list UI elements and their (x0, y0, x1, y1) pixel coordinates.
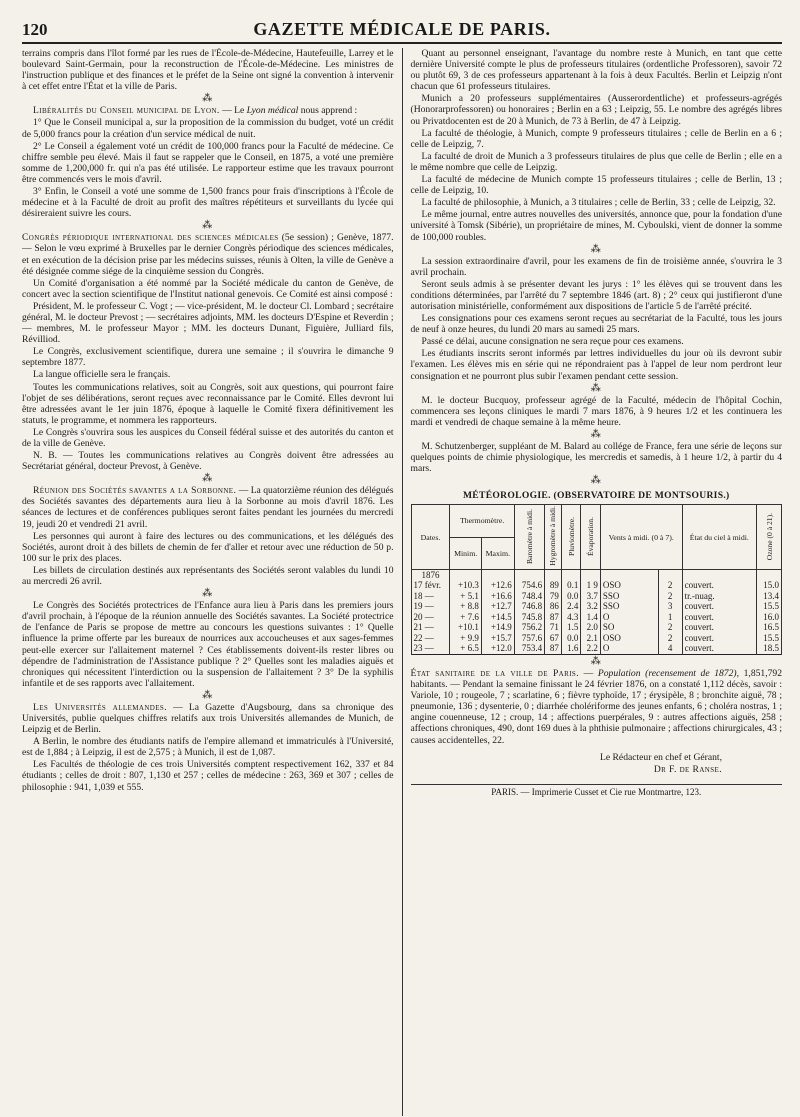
table-cell: +10.3 (450, 580, 481, 591)
table-cell: 1.6 (561, 643, 580, 654)
year-cell: 1876 (411, 569, 450, 580)
section-separator: ⁂ (202, 220, 214, 232)
table-cell: 1.5 (561, 622, 580, 633)
paragraph: Les étudiants inscrits seront informés par lettres individuelles du jour où ils devront subir l'examen. Les élèves mis en série qui ne répondraient pas à l'appel de leur nom perdront leur consignation et ne pourront plus subir l'examen pendant cette session. (410, 348, 782, 382)
table-row (411, 622, 782, 633)
col-header: État du ciel à midi. (682, 505, 756, 570)
table-cell: 79 (545, 591, 562, 602)
table-cell: 67 (545, 633, 562, 644)
table-cell: 19 — (411, 601, 450, 612)
table-cell: 754.6 (514, 580, 544, 591)
table-cell: 0.1 (561, 580, 580, 591)
table-cell: 2.1 (581, 633, 600, 644)
article-etat-sanitaire: État sanitaire de la ville de Paris. — Population (recensement de 1872), 1,851,792 habitants. — Pendant la semaine finissant le 24 février 1876, on a constaté 1,112 décès, savoir : Variole, 10 ; rougeole, 7 ; scarlatine, 6 ; fièvre typhoïde, 17 ; érysipèle, 8 ; bronchite aiguë, 78 ; pneumonie, 136 ; dysenterie, 0 ; diarrhée cholériforme des jeunes enfants, 6 ; choléra nostras, 1 ; angine couenneuse, 12 ; croup, 14 ; affections puerpérales, 9 : autres affections aiguës, 258 ; affections chroniques, 490, dont 169 dues à la phthisie pulmonaire ; affections chirurgicales, 43 ; causes accidentelles, 22. (410, 667, 782, 746)
col-header: Maxim. (481, 537, 514, 569)
paragraph: Munich a 20 professeurs supplémentaires (Ausserordentliche) et professeurs-agrégés (Honorarprofessoren) ou honoraires ; Berlin en a 63 ; Leipzig, 55. Le nombre des agrégés libres ou Privatdocenten est de 20 à Munich, de 73 à Berlin, de 47 à Leipzig. (410, 93, 782, 127)
table-row (411, 633, 782, 644)
table-cell: 2.2 (581, 643, 600, 654)
paragraph: La session extraordinaire d'avril, pour les examens de fin de troisième année, s'ouvrira le 3 avril prochain. (410, 255, 782, 278)
paragraph: Le même journal, entre autres nouvelles des universités, annonce que, pour la fondation d'une université à Tomsk (Sibérie), un propriétaire de mines, M. Cyboulski, vient de donner la somme de 100,000 roubles. (410, 209, 782, 243)
paragraph: La faculté de droit de Munich a 3 professeurs titulaires de plus que celle de Berlin ; elle en a le même nombre que celle de Leipzig. (410, 150, 782, 173)
col-header: Minim. (450, 537, 481, 569)
table-cell: 2 (658, 591, 682, 602)
table-cell: couvert. (682, 622, 756, 633)
table-cell: 71 (545, 622, 562, 633)
right-column (402, 48, 783, 1116)
paragraph: Un Comité d'organisation a été nommé par la Société médicale du canton de Genève, de concert avec la section scientifique de l'Institut national genevois. Ce Comité est ainsi composé : (22, 277, 394, 300)
table-cell: 18 — (411, 591, 450, 602)
table-row (411, 591, 782, 602)
article-heading: État sanitaire de la ville de Paris. (410, 667, 580, 679)
table-cell: 745.8 (514, 612, 544, 623)
paragraph: Toutes les communications relatives, soit au Congrès, soit aux questions, qui pourront faire l'objet de ses délibérations, seront reçues avec reconnaissance par le Comité. Elles devront lui être adressées avant le 1er juin 1876, époque à laquelle le Comité fixera définitivement les statuts, le programme, et nommera les rapporteurs. (22, 381, 394, 426)
paragraph: 2° Le Conseil a également voté un crédit de 100,000 francs pour la Faculté de médecine. Ce chiffre semble peu élevé. Mais il faut se rappeler que le Conseil, en 1875, a voté une première somme de 1,200,000 fr. qui n'a pas été utilisée. Le rapporteur estime que les travaux pourront être commencés vers le mois d'avril. (22, 140, 394, 185)
paragraph: 3° Enfin, le Conseil a voté une somme de 1,500 francs pour frais d'inscriptions à l'École de médecine et à la Faculté de droit au profit des maîtres répétiteurs et surveillants du lycée qui désireraient suivre les cours. (22, 186, 394, 220)
source-name: Lyon médical (246, 105, 299, 117)
table-cell: 756.2 (514, 622, 544, 633)
journal-title: GAZETTE MÉDICALE DE PARIS. (253, 19, 551, 39)
paragraph: La faculté de philosophie, à Munich, a 3 titulaires ; celle de Berlin, 33 ; celle de Leipzig, 32. (421, 197, 776, 209)
table-cell: + 8.8 (450, 601, 481, 612)
paragraph: (5e session) ; Genève, 1877. — Selon le vœu exprimé à Bruxelles par le dernier Congrès périodique des sciences médicales, et en exécution de la décision prise par les médecins suisses, réunis à Olten, la ville de Genève a été désignée comme siége de la cinquième session du Congrès. (22, 232, 394, 277)
table-cell: +16.6 (481, 591, 514, 602)
paragraph: Les consignations pour ces examens seront reçues au secrétariat de la Faculté, tous les jours de neuf à onze heures, du lundi 20 mars au samedi 25 mars. (410, 313, 782, 336)
table-cell: 2.4 (561, 601, 580, 612)
table-cell: +14.5 (481, 612, 514, 623)
table-cell: + 9.9 (450, 633, 481, 644)
col-header: Ozone (0 à 21). (757, 505, 782, 570)
paragraph: M. le docteur Bucquoy, professeur agrégé de la Faculté, médecin de l'hôpital Cochin, commencera ses leçons cliniques le mardi 7 mars 1876, à 9 heures 1/2 et les continuera les mardi et vendredi de chaque semaine à la même heure. (410, 394, 782, 428)
paragraph: terrains compris dans l'îlot formé par les rues de l'École-de-Médecine, Hautefeuille, Larrey et le boulevard Saint-Germain, pour la reconstruction de l'École-de-Médecine. Les ministres de l'instruction publique et des finances et le préfet de la Seine ont signé la convention à intervenir à cet effet entre l'État et la ville de Paris. (22, 48, 394, 93)
paragraph: Les Facultés de théologie de ces trois Universités comptent respectivement 162, 337 et 84 étudiants ; celles de droit : 807, 1,130 et 257 ; celles de médecine : 263, 369 et 307 ; celles de philosophie : 941, 1,039 et 555. (22, 759, 394, 793)
signature-role: Le Rédacteur en chef et Gérant, (600, 751, 722, 763)
table-cell: +12.0 (481, 643, 514, 654)
table-cell: 16.0 (757, 612, 782, 623)
table-cell: tr.-nuag. (682, 591, 756, 602)
paragraph: 1° Que le Conseil municipal a, sur la proposition de la commission du budget, voté un crédit de 5,000 francs pour la création d'un service médical de nuit. (22, 117, 394, 140)
table-cell: couvert. (682, 643, 756, 654)
table-cell: 0.0 (561, 633, 580, 644)
table-cell: + 6.5 (450, 643, 481, 654)
article-heading: Réunion des Sociétés savantes a la Sorbonne. (33, 485, 237, 497)
paragraph: Le Congrès des Sociétés protectrices de l'Enfance aura lieu à Paris dans les premiers jours d'avril prochain, à l'époque de la réunion annuelle des Sociétés savantes. La Société protectrice de l'enfance de Paris se propose de mettre au concours les questions suivantes : 1° Quelle influence la prime offerte par les bureaux de nourrices aux accoucheuses et aux sages-femmes peut-elle exercer sur l'allaitement maternel ? Ces établissements doivent-ils rester libres ou dépendre de l'administration de l'Assistance publique ? 2° Quelles sont les maladies aiguës et chroniques qui nécessitent l'interdiction ou la suspension de l'allaitement ? 3° De la syphilis infantile et de ses rapports avec l'allaitement. (22, 600, 394, 689)
section-separator: ⁂ (590, 382, 602, 394)
col-header: Thermomètre. (450, 505, 514, 537)
table-cell: 87 (545, 643, 562, 654)
table-row (411, 643, 782, 654)
table-cell: SSO (600, 591, 658, 602)
table-cell: +10.1 (450, 622, 481, 633)
col-header: Baromètre à midi. (514, 505, 544, 570)
table-cell: 1 9 (581, 580, 600, 591)
table-cell: 4.3 (561, 612, 580, 623)
paragraph: Quant au personnel enseignant, l'avantage du nombre reste à Munich, en tant que cette dernière Université compte le plus de professeurs titulaires (ordentliche Professoren), savoir 72 ou plutôt 69, 3 de ces professeurs appartenant à la fois à deux Facultés. Berlin et Leipzig n'ont chacun que 61 professeurs titulaires. (410, 48, 782, 93)
table-cell: couvert. (682, 612, 756, 623)
paragraph: Le Congrès, exclusivement scientifique, durera une semaine ; il s'ouvrira le dimanche 9 septembre 1877. (22, 346, 394, 369)
table-cell: 1.4 (581, 612, 600, 623)
section-separator: ⁂ (590, 655, 602, 667)
paragraph: — La Gazette d'Augsbourg, dans sa chronique des Universités, publie quelques chiffres relatifs aux trois Universités allemandes de Munich, de Leipzig et de Berlin. (22, 701, 394, 736)
article-universites (22, 702, 394, 735)
paragraph: Président, M. le professeur C. Vogt ; — vice-président, M. le docteur Cl. Lombard ; secrétaire général, M. le docteur Prevost ; — secrétaires adjoints, MM. les docteurs D'Espine et Reverdin ; — membres, M. le professeur Mayor ; MM. les docteurs Dunant, Figuière, Julliard fils, Révilliod. (22, 300, 394, 346)
table-cell: 17 févr. (411, 580, 450, 591)
table-cell: couvert. (682, 580, 756, 591)
paragraph: Seront seuls admis à se présenter devant les jurys : 1° les élèves qui se trouvent dans les conditions déterminées, par l'arrêté du 7 septembre 1846 (art. 8) ; 2° ceux qui justifieront d'une autorisation ministérielle, conformément aux dispositions de l'article 5 de l'arrêté précité. (410, 278, 782, 312)
table-cell: 23 — (411, 643, 450, 654)
signature-block (411, 752, 783, 776)
table-cell: 753.4 (514, 643, 544, 654)
table-cell: 748.4 (514, 591, 544, 602)
table-cell: 4 (658, 643, 682, 654)
table-cell: O (600, 612, 658, 623)
paragraph: La faculté de théologie, à Munich, compte 9 professeurs titulaires ; celle de Berlin en a 6 ; celle de Leipzig, 7. (410, 127, 782, 150)
table-cell: SSO (600, 601, 658, 612)
article-heading: Congrès périodique international des sciences médicales (22, 232, 279, 244)
table-cell: + 5.1 (450, 591, 481, 602)
table-cell: couvert. (682, 633, 756, 644)
section-separator: ⁂ (202, 473, 214, 485)
section-separator: ⁂ (202, 689, 214, 701)
col-header: Hygromètre à midi. (545, 505, 562, 570)
table-cell: 15.0 (757, 580, 782, 591)
article-lyon: Libéralités du Conseil municipal de Lyon. — Le Lyon médical nous apprend : (33, 105, 358, 117)
table-cell: 2 (658, 633, 682, 644)
table-row (411, 612, 782, 623)
table-cell: 3.7 (581, 591, 600, 602)
table-row (411, 601, 782, 612)
left-column (22, 48, 402, 1116)
table-cell: 2 (658, 580, 682, 591)
table-cell: 2 (658, 622, 682, 633)
paragraph: La langue officielle sera le français. (33, 369, 171, 381)
paragraph: Les personnes qui auront à faire des lectures ou des communications, et les délégués des Sociétés, auront droit à des billets de chemin de fer d'aller et retour avec une réduction de 50 p. 100 sur le prix des places. (22, 530, 394, 564)
table-cell: + 7.6 (450, 612, 481, 623)
section-separator: ⁂ (590, 243, 602, 255)
signature-name: Dr F. de Ranse. (653, 763, 722, 775)
table-cell: 0.0 (561, 591, 580, 602)
table-cell: 3.2 (581, 601, 600, 612)
col-header: Vents à midi. (0 à 7). (600, 505, 682, 570)
table-cell: 87 (545, 612, 562, 623)
table-cell: 22 — (411, 633, 450, 644)
meteo-table (411, 504, 783, 655)
col-header: Pluviomètre. (561, 505, 580, 570)
table-cell: +14.9 (481, 622, 514, 633)
table-cell: 746.8 (514, 601, 544, 612)
col-header: Dates. (411, 505, 450, 570)
table-cell: +15.7 (481, 633, 514, 644)
table-cell: SO (600, 622, 658, 633)
section-separator: ⁂ (590, 475, 602, 487)
table-cell: 89 (545, 580, 562, 591)
table-cell: 16.5 (757, 622, 782, 633)
section-separator: ⁂ (590, 428, 602, 440)
paragraph: M. Schutzenberger, suppléant de M. Balard au collége de France, fera une série de leçons sur quelques points de chimie physiologique, les mercredis et samedis, à 1 heure 1/2, à partir du 4 mars. (410, 440, 782, 475)
paragraph: Les billets de circulation destinés aux représentants des Sociétés seront valables du lundi 10 au mercredi 26 avril. (22, 564, 394, 588)
col-header: Évaporation. (581, 505, 600, 570)
paragraph: A Berlin, le nombre des étudiants natifs de l'empire allemand et immatriculés à l'Université, est de 1,884 ; à Leipzig, il est de 2,575 ; à Munich, il est de 1,087. (22, 736, 394, 759)
meteo-title: MÉTÉOROLOGIE. (OBSERVATOIRE DE MONTSOURIS.) (462, 490, 730, 502)
table-cell: couvert. (682, 601, 756, 612)
table-cell: 21 — (411, 622, 450, 633)
table-cell: 15.5 (757, 633, 782, 644)
table-cell: 3 (658, 601, 682, 612)
section-separator: ⁂ (202, 93, 214, 105)
table-cell: 13.4 (757, 591, 782, 602)
paragraph: — La quatorzième réunion des délégués des Sociétés savantes des départements aura lieu à la Sorbonne au mois d'avril 1876. Les séances de lectures et de conférences publiques seront faites pendant les journées du mercredi 19, jeudi 20 et vendredi 21 avril. (22, 485, 394, 530)
table-row (411, 580, 782, 591)
article-sorbonne (22, 485, 394, 529)
table-cell: +12.6 (481, 580, 514, 591)
table-cell: 2.0 (581, 622, 600, 633)
printer-imprint: PARIS. — Imprimerie Cusset et Cie rue Montmartre, 123. (411, 784, 783, 798)
table-cell: OSO (600, 580, 658, 591)
article-heading: Libéralités du Conseil municipal de Lyon. (33, 105, 220, 117)
paragraph: N. B. — Toutes les communications relatives au Congrès doivent être adressées au Secrétariat général, docteur Prevost, à Genève. (22, 450, 394, 473)
paragraph: 1,851,792 habitants. — Pendant la semaine finissant le 24 février 1876, on a constaté 1,112 décès, savoir : Variole, 10 ; rougeole, 7 ; scarlatine, 6 ; fièvre typhoïde, 17 ; érysipèle, 8 ; bronchite aiguë, 78 ; pneumonie, 136 ; dysenterie, 0 ; diarrhée cholériforme des jeunes enfants, 6 ; choléra nostras, 1 ; angine couenneuse, 12 ; croup, 14 ; affections puerpérales, 9 : autres affections aiguës, 258 ; affections chroniques, 490, dont 169 dues à la phthisie pulmonaire ; affections chirurgicales, 43 ; causes accidentelles, 22. (410, 667, 782, 746)
paragraph: Le Congrès s'ouvrira sous les auspices du Conseil fédéral suisse et des autorités du canton et de la ville de Genève. (22, 426, 394, 449)
table-cell: +12.7 (481, 601, 514, 612)
page-header (22, 14, 782, 44)
paragraph: Passé ce délai, aucune consignation ne sera reçue pour ces examens. (421, 336, 684, 348)
table-cell: 86 (545, 601, 562, 612)
table-cell: 757.6 (514, 633, 544, 644)
paragraph: nous apprend : (300, 105, 358, 117)
table-cell: 15.5 (757, 601, 782, 612)
page-number: 120 (22, 20, 48, 39)
table-cell: O (600, 643, 658, 654)
table-cell: 18.5 (757, 643, 782, 654)
table-cell: 20 — (411, 612, 450, 623)
article-heading: Les Universités allemandes. (33, 701, 167, 713)
table-cell: 1 (658, 612, 682, 623)
paragraph: La faculté de médecine de Munich compte 15 professeurs titulaires ; celle de Berlin, 13 ; celle de Leipzig, 10. (410, 174, 782, 197)
table-cell: OSO (600, 633, 658, 644)
population-label: Population (recensement de 1872), (597, 667, 739, 679)
section-separator: ⁂ (202, 588, 214, 600)
article-congres (22, 232, 394, 276)
